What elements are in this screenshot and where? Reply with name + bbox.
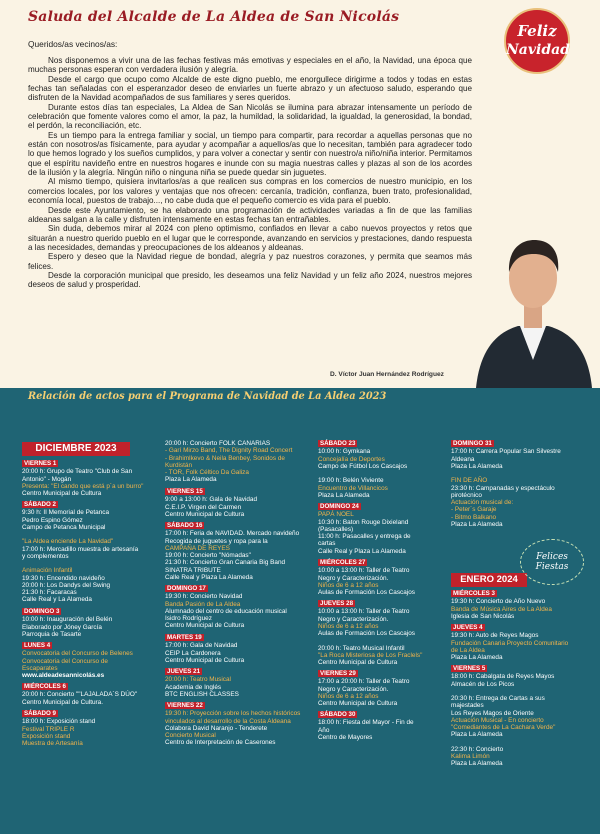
felices-fiestas-wreath: [520, 539, 584, 585]
event-line: Niños de 6 a 12 años: [318, 622, 379, 630]
event-line: [318, 470, 454, 477]
event-line: Fundación Canaria Proyecto Comunitario: [451, 639, 569, 647]
program-event: [165, 522, 301, 581]
page-title: Saluda del Alcalde de La Aldea de San Nicolás: [28, 9, 400, 25]
event-day-label: MIÉRCOLES 6: [24, 683, 66, 690]
event-line: Negro y Caracterización.: [318, 685, 389, 693]
event-line: 18:00 h: Cabalgata de Reyes Mayos: [451, 673, 555, 681]
program-event: [165, 668, 301, 698]
event-line: [22, 560, 158, 567]
event-line: Almacén de Los Picos: [451, 680, 515, 688]
event-line: 22:30 h: Concierto: [451, 745, 504, 753]
event-line: Banda Pasión de La Aldea: [165, 600, 241, 608]
signature: D. Víctor Juan Hernández Rodríguez: [330, 371, 444, 378]
event-line: 20:30 h: Entrega de Cartas a sus: [451, 695, 545, 702]
event-line: Actuación Musical - En concierto: [451, 716, 544, 724]
event-line: 21:30 h: Concierto Gran Canaria Big Band: [165, 559, 286, 567]
event-line: Recogida de juguetes y ropa para la: [165, 537, 268, 545]
event-line: de La Aldea: [451, 646, 485, 654]
event-line: 20:00 h: Concierto ""LAJALADA´S DÚO": [22, 691, 138, 699]
event-line: Parroquia de Tasarte: [22, 630, 82, 638]
event-day-label: SÁBADO 16: [167, 522, 203, 529]
event-line: Calle Real y Plaza La Alameda: [318, 547, 406, 555]
event-line: Centro Municipal de Cultura: [165, 510, 245, 518]
event-line: Negro y Caracterización.: [318, 615, 389, 623]
event-line: Concejalía de Deportes: [318, 455, 385, 463]
mayor-photo: [470, 228, 596, 388]
event-line: Centro Municipal de Cultura: [318, 700, 398, 707]
event-line: Campo de Fútbol Los Cascajos: [318, 462, 408, 470]
event-day-label: DOMINGO 24: [320, 503, 359, 510]
event-line: 10:00 a 13:00 h: Taller de Teatro: [318, 608, 410, 616]
event-line: 19:00 h: Concierto "Nómadas": [165, 552, 251, 559]
event-day-label: MIÉRCOLES 27: [320, 559, 366, 566]
event-line: 18:00 h: Fiesta del Mayor - Fin de: [318, 719, 414, 727]
event-day-label: DOMINGO 3: [24, 608, 60, 615]
event-line: Actuación musical de:: [451, 499, 514, 506]
program-event: [22, 710, 158, 747]
event-line: - Brahimlkevo & Neila Benbey, Sonidos de: [165, 454, 285, 462]
event-line: [318, 637, 454, 644]
letter-paragraph: Es un tiempo para la entrega familiar y social, un tiempo para compartir, para recordar a aquellas personas que no están con nosotros/as físicamente, para ayudar y acompañar a aquellos/as que lo necesitan, también para agradecer todo lo que hemos logrado y los sueños cumplidos, y para volver a conectar y sentir con nuestro/a niño/niña interior. Permitamos que el espíritu navideño entre en nuestros hogares e inunde con su magia nuestras calles y plazas al son de los acordes de la ilusión y la alegría. Ningún niño o ninguna niña se puede quedar sin juguetes.: [28, 130, 472, 178]
event-line: Plaza La Alameda: [318, 491, 370, 499]
event-line: FIN DE AÑO: [451, 477, 488, 485]
program-event: [318, 670, 454, 707]
event-line: 19:30 h: Encendido navideño: [22, 574, 105, 582]
event-line: Campo de Petanca Municipal: [22, 523, 106, 531]
event-line: PAPÁ NOEL: [318, 511, 354, 519]
event-line: Convocatoria del Concurso de: [22, 657, 108, 665]
fiestas-text: Fiestas: [535, 562, 569, 572]
event-day-label: VIERNES 5: [453, 665, 486, 672]
event-line: Presenta: "El cando que está p´a un burro": [22, 482, 144, 490]
event-day-label: SÁBADO 2: [24, 501, 56, 508]
event-line: [451, 688, 587, 695]
event-line: Calle Real y La Alameda: [22, 596, 92, 604]
event-line: - Garí Mirzo Band, The Dignity Road Concert: [165, 447, 293, 455]
event-line: Aldeana: [451, 455, 475, 463]
event-day-label: MARTES 19: [167, 634, 202, 641]
event-line: 20:00 h: Teatro Musical: [165, 676, 231, 684]
event-line: Kalima Limón: [451, 753, 490, 760]
program-event: [22, 683, 158, 706]
program-event: [22, 608, 158, 638]
event-line: Colabora David Naranjo - Tenderete: [165, 724, 268, 732]
event-day-label: DOMINGO 17: [167, 585, 206, 592]
event-line: Encuentro de Villancicos: [318, 484, 388, 492]
event-line: www.aldeadesannicolás.es: [22, 672, 105, 679]
letter-paragraph: Al mismo tiempo, quisiera invitarlos/as a que realicen sus compras en los comercios de nuestro municipio, en los comercios locales, por los valores y ventajas que nos ofrecen: cercanía, tradición, confianza, buen trato, profesionalidad, economía local, puestos de trabajo..., no cabe duda que el pequeño comercio es vida para el pueblo.: [28, 177, 472, 206]
event-line: 17:00 h: Carrera Popular San Silvestre: [451, 448, 561, 456]
program-event: [22, 642, 158, 679]
event-line: 10:30 h: Baton Rouge Dixieland: [318, 518, 409, 526]
event-line: Centro Municipal de Cultura: [318, 659, 398, 666]
event-line: Plaza La Alameda: [165, 476, 217, 484]
event-line: vinculados al desarrollo de la Costa Aldeana: [165, 717, 291, 725]
event-line: 20:00 h: Concierto FOLK CANARIAS: [165, 440, 271, 447]
event-line: Niños de 6 a 12 años: [318, 692, 379, 700]
event-line: [451, 739, 587, 746]
event-line: Negro y Caracterización.: [318, 574, 389, 582]
event-line: Los Reyes Magos de Oriente: [451, 709, 534, 717]
event-line: (Pasacalles): [318, 525, 354, 533]
program-event: [165, 702, 301, 747]
event-line: 10:00 a 13:00 h: Taller de Teatro: [318, 567, 410, 575]
event-line: "La Roca Misteriosa de Los Fraclels": [318, 651, 423, 659]
event-line: Iglesia de San Nicolás: [451, 612, 515, 620]
badge-line-2: Navidad: [506, 42, 570, 58]
event-day-label: VIERNES 22: [167, 702, 203, 709]
program-event: [318, 503, 454, 555]
event-line: Centro de Mayores: [318, 733, 373, 741]
feliz-navidad-badge: [504, 8, 570, 74]
event-line: cartas: [318, 540, 336, 548]
program-event: [451, 665, 587, 768]
program-event: [318, 600, 454, 666]
program-event: [22, 501, 158, 604]
event-line: Kurdistán: [165, 461, 192, 469]
event-line: 19:00 h: Belén Viviente: [318, 477, 384, 485]
program-event: [451, 624, 587, 661]
event-line: Calle Real y Plaza La Alameda: [165, 573, 253, 581]
event-line: 9:30 h: II Memorial de Petanca: [22, 509, 110, 517]
event-line: 20:00 h: Teatro Musical Infantil: [318, 644, 405, 652]
event-line: Muestra de Artesanía: [22, 740, 83, 747]
event-line: Festival TRIPLE R: [22, 725, 75, 733]
event-line: 9:00 a 13:00 h: Gala de Navidad: [165, 496, 258, 504]
event-line: Centro de Interpretación de Caserones: [165, 739, 276, 747]
program-event: [22, 460, 158, 497]
event-line: Centro Municipal de Cultura: [22, 490, 102, 497]
event-line: 11:00 h: Pasacalles y entrega de: [318, 533, 411, 540]
event-line: 17:00 h: Gala de Navidad: [165, 642, 238, 650]
event-day-label: SÁBADO 23: [320, 440, 356, 447]
event-line: 10:00 h: Gymkana: [318, 448, 371, 456]
event-line: Plaza La Alameda: [451, 654, 503, 661]
event-line: Centro Municipal de Cultura: [165, 622, 245, 630]
program-event: [165, 634, 301, 664]
event-line: [22, 531, 158, 538]
letter-paragraph: Sin duda, debemos mirar al 2024 con pleno optimismo, confiados en llevar a cabo nuevos proyectos y retos que situarán a nuestro querido pueblo en el lugar que le corresponde, avanzando en servicios y prestaciones, dando respuesta a las necesidades, demandas y preocupaciones de los aldeanos y aldeanas.: [28, 224, 472, 252]
event-line: 19:30 h: Concierto Navidad: [165, 593, 243, 601]
event-line: Elaborado por Jóney García: [22, 623, 102, 631]
event-line: 17:00 h: Mercadillo muestra de artesanía: [22, 545, 139, 553]
event-day-label: VIERNES 15: [167, 488, 203, 495]
event-line: y complementos: [22, 552, 69, 560]
event-line: Centro Municipal de Cultura.: [22, 698, 103, 706]
event-line: Escaparates: [22, 664, 58, 672]
event-day-label: JUEVES 28: [320, 600, 354, 607]
program-event: [318, 440, 454, 499]
event-line: - Peter´s Garaje: [451, 506, 497, 514]
event-line: 19:30 h: Concierto de Año Nuevo: [451, 598, 546, 606]
letter-paragraph: Desde la corporación municipal que presido, les deseamos una feliz Navidad y un feliz año 2024, nuestros mejores deseos de salud y prosperidad.: [28, 270, 472, 290]
month-tab-january: ENERO 2024: [451, 573, 527, 587]
program-title: Relación de actos para el Programa de Navidad de La Aldea 2023: [28, 391, 387, 402]
month-tab-december: DICIEMBRE 2023: [22, 442, 130, 456]
letter-paragraph: Espero y deseo que la Navidad riegue de bondad, alegría y paz nuestros corazones, y permita que seamos más felices.: [28, 252, 472, 271]
event-line: Antonio" - Mogán: [22, 475, 72, 483]
event-line: Animación Infantil: [22, 567, 73, 575]
event-line: majestades: [451, 702, 484, 710]
event-line: Niños de 6 a 12 años: [318, 581, 379, 589]
event-line: 19:30 h: Auto de Reyes Magos: [451, 632, 539, 640]
event-line: 20:00 h: Los Dandys del Swing: [22, 581, 111, 589]
event-line: Alumnado del centro de educación musical: [165, 607, 287, 615]
letter-paragraph: Desde este Ayuntamiento, se ha elaborado una programación de actividades variadas a fin de que las familias aldeanas salgan a la calle y disfruten intensamente en estas fechas tan entrañables.: [28, 205, 472, 224]
program-event: [318, 559, 454, 596]
event-line: Aulas de Formación Los Cascajos: [318, 630, 415, 637]
program-event: [165, 440, 301, 484]
program-event: [165, 585, 301, 630]
program-event: [451, 590, 587, 620]
event-line: Convocatoria del Concurso de Belenes: [22, 650, 133, 658]
event-line: C.E.I.P. Virgen del Carmen: [165, 503, 242, 511]
program-event: [451, 440, 587, 528]
event-line: Pedro Espino Gómez: [22, 516, 83, 524]
event-line: CAMPAÑA DE REYES: [165, 544, 230, 552]
event-line: Centro Municipal de Cultura: [165, 656, 245, 664]
event-line: CEIP La Cardonera: [165, 649, 221, 657]
greeting: Queridos/as vecinos/as:: [28, 39, 118, 49]
program-event: [165, 488, 301, 518]
event-day-label: MIÉRCOLES 3: [453, 590, 495, 597]
event-line: Banda de Música Aires de La Aldea: [451, 605, 552, 613]
event-day-label: DOMINGO 31: [453, 440, 492, 447]
program-event: [318, 711, 454, 741]
event-line: 23:30 h: Campanadas y espectáculo: [451, 484, 555, 492]
event-line: Plaza La Alameda: [451, 731, 503, 739]
event-day-label: SÁBADO 30: [320, 711, 356, 718]
event-day-label: JUEVES 21: [167, 668, 201, 675]
event-line: Academia de Inglés: [165, 683, 222, 691]
event-line: BTC ENGLISH CLASSES: [165, 690, 239, 698]
event-line: 19:30 h: Proyección sobre los hechos históricos: [165, 710, 301, 718]
event-line: "La Aldea enciende La Navidad": [22, 538, 114, 546]
felices-text: Felices: [536, 552, 568, 562]
event-line: pirotécnico: [451, 491, 482, 499]
event-line: Exposición stand: [22, 732, 71, 740]
event-day-label: LUNES 4: [24, 642, 51, 649]
event-line: 21:30 h: Facaracas: [22, 589, 77, 596]
event-line: 17:00 a 20:00 h: Taller de Teatro: [318, 678, 410, 686]
letter-paragraph: Desde el cargo que ocupo como Alcalde de este digno pueblo, me enorgullece dirigirme a todos y todas en estas fechas tan señaladas con el esperanzador deseo de enviarles un fuerte abrazo y un afectuoso saludo, esperando que disfruten de la Navidad acompañados de sus familiares y seres queridos.: [28, 74, 472, 103]
event-line: 17:00 h: Feria de NAVIDAD. Mercado navideño: [165, 530, 300, 538]
event-line: - Bitmo Balkano: [451, 513, 497, 521]
event-line: Concierto Musical: [165, 732, 216, 739]
event-line: 10:00 h: Inauguración del Belén: [22, 616, 113, 624]
event-line: Plaza La Alameda: [451, 520, 503, 528]
event-line: 18:00 h: Exposición stand: [22, 718, 96, 726]
event-day-label: VIERNES 1: [24, 460, 57, 467]
event-day-label: SÁBADO 9: [24, 710, 56, 717]
event-day-label: JUEVES 4: [453, 624, 483, 631]
event-line: Plaza La Alameda: [451, 462, 503, 470]
event-line: - TOR, Folk Céltico Da Galiza: [165, 469, 249, 476]
event-line: Isidro Rodríguez: [165, 615, 212, 622]
letter-body: [28, 56, 472, 290]
event-line: 20:00 h: Grupo de Teatro "Club de San: [22, 468, 133, 476]
event-line: Año: [318, 726, 330, 734]
letter-paragraph: Nos disponemos a vivir una de las fechas festivas más emotivas y especiales en el año, la Navidad, una época que muchas personas esperan con verdadera ilusión y alegría.: [28, 56, 472, 75]
letter-paragraph: Durante estos días tan especiales, La Aldea de San Nicolás se ilumina para abrazar intensamente un período de celebración que fomente valores como el amor, la paz, la humildad, la solidaridad, la igualdad, la generosidad, la bondad, el perdón, la reconciliación, etc.: [28, 102, 472, 131]
event-line: SINATRA TRIBUTE: [165, 566, 221, 574]
event-line: Plaza La Alameda: [451, 760, 503, 768]
badge-line-1: Feliz: [517, 22, 557, 40]
event-line: Aulas de Formación Los Cascajos: [318, 589, 415, 596]
event-day-label: VIERNES 29: [320, 670, 356, 677]
event-line: "Comediantes de La Cachara Verde": [451, 724, 556, 731]
